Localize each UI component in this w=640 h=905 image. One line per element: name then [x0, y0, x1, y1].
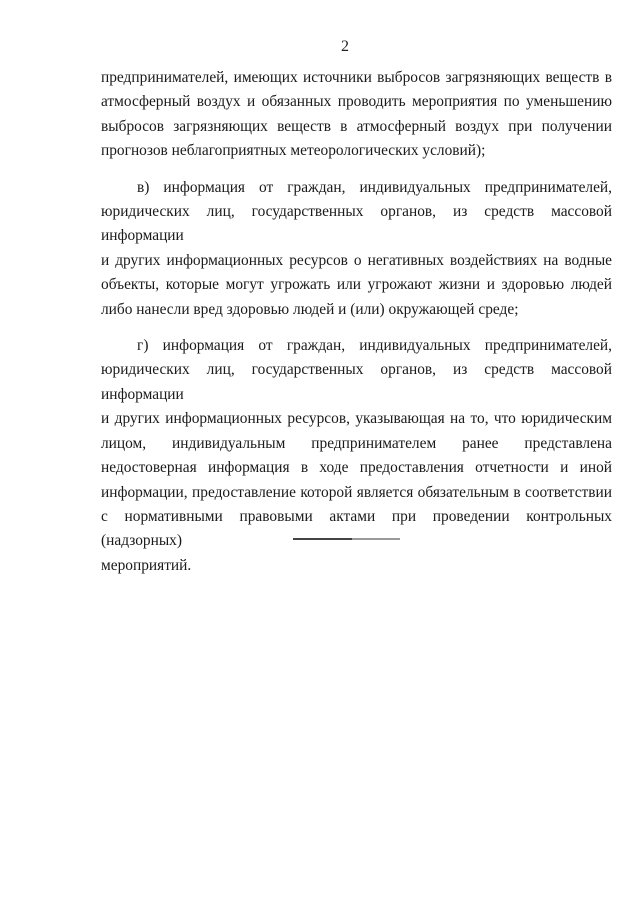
end-separator-line: [293, 538, 400, 540]
text-line: юридических лиц, государственных органов, из средств массовой информации: [101, 203, 612, 245]
text-line: и других информационных ресурсов, указывающая на то, что юридическим: [101, 410, 612, 428]
text-line: лицом, индивидуальным предпринимателем ранее представлена: [101, 434, 612, 452]
text-line: выбросов загрязняющих веществ в атмосферный воздух при получении: [101, 117, 612, 135]
page-number: 2: [341, 38, 349, 55]
text-line: информации, предоставление которой является обязательным в соответствии: [101, 483, 612, 501]
text-line: и других информационных ресурсов о негативных воздействиях на водные: [101, 251, 612, 269]
text-line: либо нанесли вред здоровью людей и (или) окружающей среде;: [101, 300, 519, 318]
document-body: [101, 66, 612, 590]
text-line: объекты, которые могут угрожать или угрожают жизни и здоровью людей: [101, 276, 612, 294]
text-line: мероприятий.: [101, 556, 192, 574]
text-line: недостоверная информация в ходе предоставления отчетности и иной: [101, 459, 612, 477]
text-line: г) информация от граждан, индивидуальных предпринимателей,: [137, 337, 612, 355]
paragraph-item-v: [101, 176, 612, 322]
text-line: юридических лиц, государственных органов, из средств массовой информации: [101, 361, 612, 403]
paragraph-continuation: [101, 66, 612, 164]
text-line: с нормативными правовыми актами при проведении контрольных (надзорных): [101, 507, 612, 550]
paragraph-item-g: [101, 334, 612, 578]
text-line: в) информация от граждан, индивидуальных предпринимателей,: [137, 178, 612, 196]
text-line: прогнозов неблагоприятных метеорологических условий);: [101, 142, 486, 160]
text-line: атмосферный воздух и обязанных проводить мероприятия по уменьшению: [101, 93, 612, 111]
text-line: предпринимателей, имеющих источники выбросов загрязняющих веществ в: [101, 69, 612, 86]
